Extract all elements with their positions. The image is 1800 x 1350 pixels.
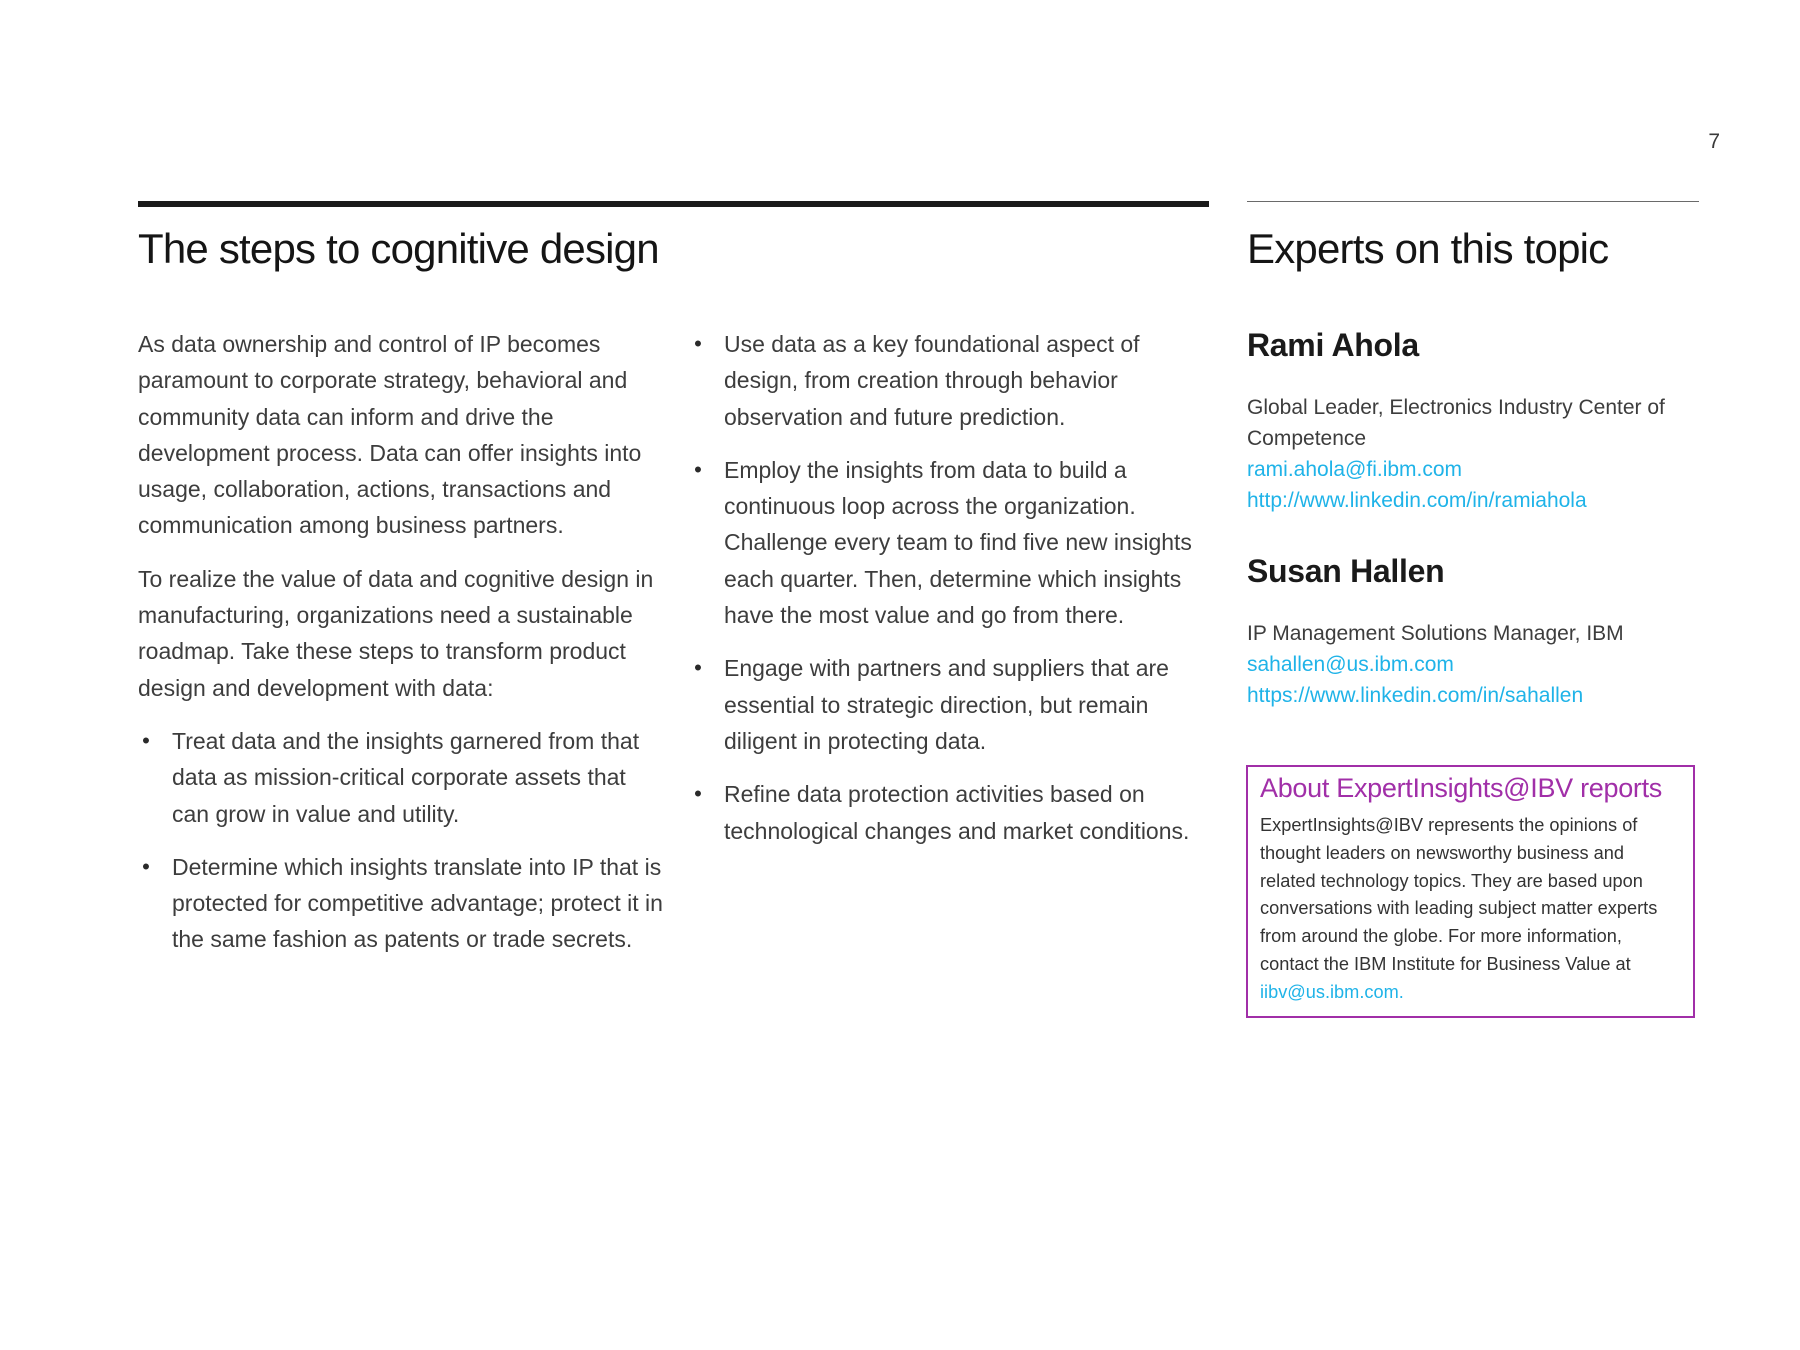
bullet-icon: •	[142, 727, 150, 753]
expert-linkedin-link[interactable]: http://www.linkedin.com/in/ramiahola	[1247, 489, 1587, 512]
steps-list-2	[690, 326, 1220, 849]
expert-linkedin-link[interactable]: https://www.linkedin.com/in/sahallen	[1247, 684, 1584, 707]
experts-title: Experts on this topic	[1247, 225, 1609, 272]
text-column-1	[138, 326, 668, 975]
bullet-icon: •	[694, 781, 702, 807]
bullet-icon: •	[142, 853, 150, 879]
list-item: • Refine data protection activities based on technological changes and market conditions.	[690, 776, 1220, 849]
text-column-2	[690, 326, 1220, 866]
expert-role: Global Leader, Electronics Industry Center of Competence	[1247, 396, 1665, 450]
bullet-icon: •	[694, 331, 702, 356]
sidebar-rule	[1247, 201, 1699, 202]
about-title: About ExpertInsights@IBV reports	[1260, 773, 1663, 803]
expert-role: IP Management Solutions Manager, IBM	[1247, 622, 1624, 645]
about-email-link[interactable]: iibv@us.ibm.com.	[1260, 981, 1404, 1002]
list-item: • Treat data and the insights garnered from that data as mission-critical corporate assets that can grow in value and utility.	[138, 723, 668, 832]
intro-paragraph: As data ownership and control of IP becomes paramount to corporate strategy, behavioral and community data can inform and drive the development process. Data can offer insights into usage, collaboration, actions, transactions and communication among business partners.	[138, 331, 642, 539]
list-item: • Employ the insights from data to build a continuous loop across the organization. Challenge every team to find five new insights each quarter. Then, determine which insights have the most value and go from there.	[690, 452, 1220, 633]
list-item: • Determine which insights translate into IP that is protected for competitive advantage; protect it in the same fashion as patents or trade secrets.	[138, 849, 668, 958]
expert-susan-hallen	[1247, 553, 1707, 711]
about-text: ExpertInsights@IBV represents the opinions of thought leaders on newsworthy business and related technology topics. They are based upon conversations with leading subject matter experts from around the globe. For more information, contact the IBM Institute for Business Value at	[1260, 815, 1658, 974]
expert-email-link[interactable]: sahallen@us.ibm.com	[1247, 653, 1454, 676]
page-number: 7	[1708, 130, 1720, 153]
expert-name: Susan Hallen	[1247, 553, 1445, 589]
expert-email-link[interactable]: rami.ahola@fi.ibm.com	[1247, 458, 1463, 481]
steps-list-1	[138, 723, 668, 958]
about-body	[1260, 812, 1681, 1007]
section-title: The steps to cognitive design	[138, 225, 659, 272]
list-item: • Engage with partners and suppliers that are essential to strategic direction, but remain diligent in protecting data.	[690, 650, 1220, 759]
bullet-icon: •	[694, 655, 702, 681]
about-box	[1246, 765, 1695, 1018]
section-rule	[138, 201, 1209, 207]
expert-rami-ahola	[1247, 327, 1707, 516]
expert-name: Rami Ahola	[1247, 327, 1419, 363]
roadmap-paragraph: To realize the value of data and cognitive design in manufacturing, organizations need a sustainable roadmap. Take these steps to transform product design and development with data:	[138, 565, 654, 701]
list-item: • Use data as a key foundational aspect of design, from creation through behavior observation and future prediction.	[690, 326, 1220, 435]
bullet-icon: •	[694, 456, 702, 482]
